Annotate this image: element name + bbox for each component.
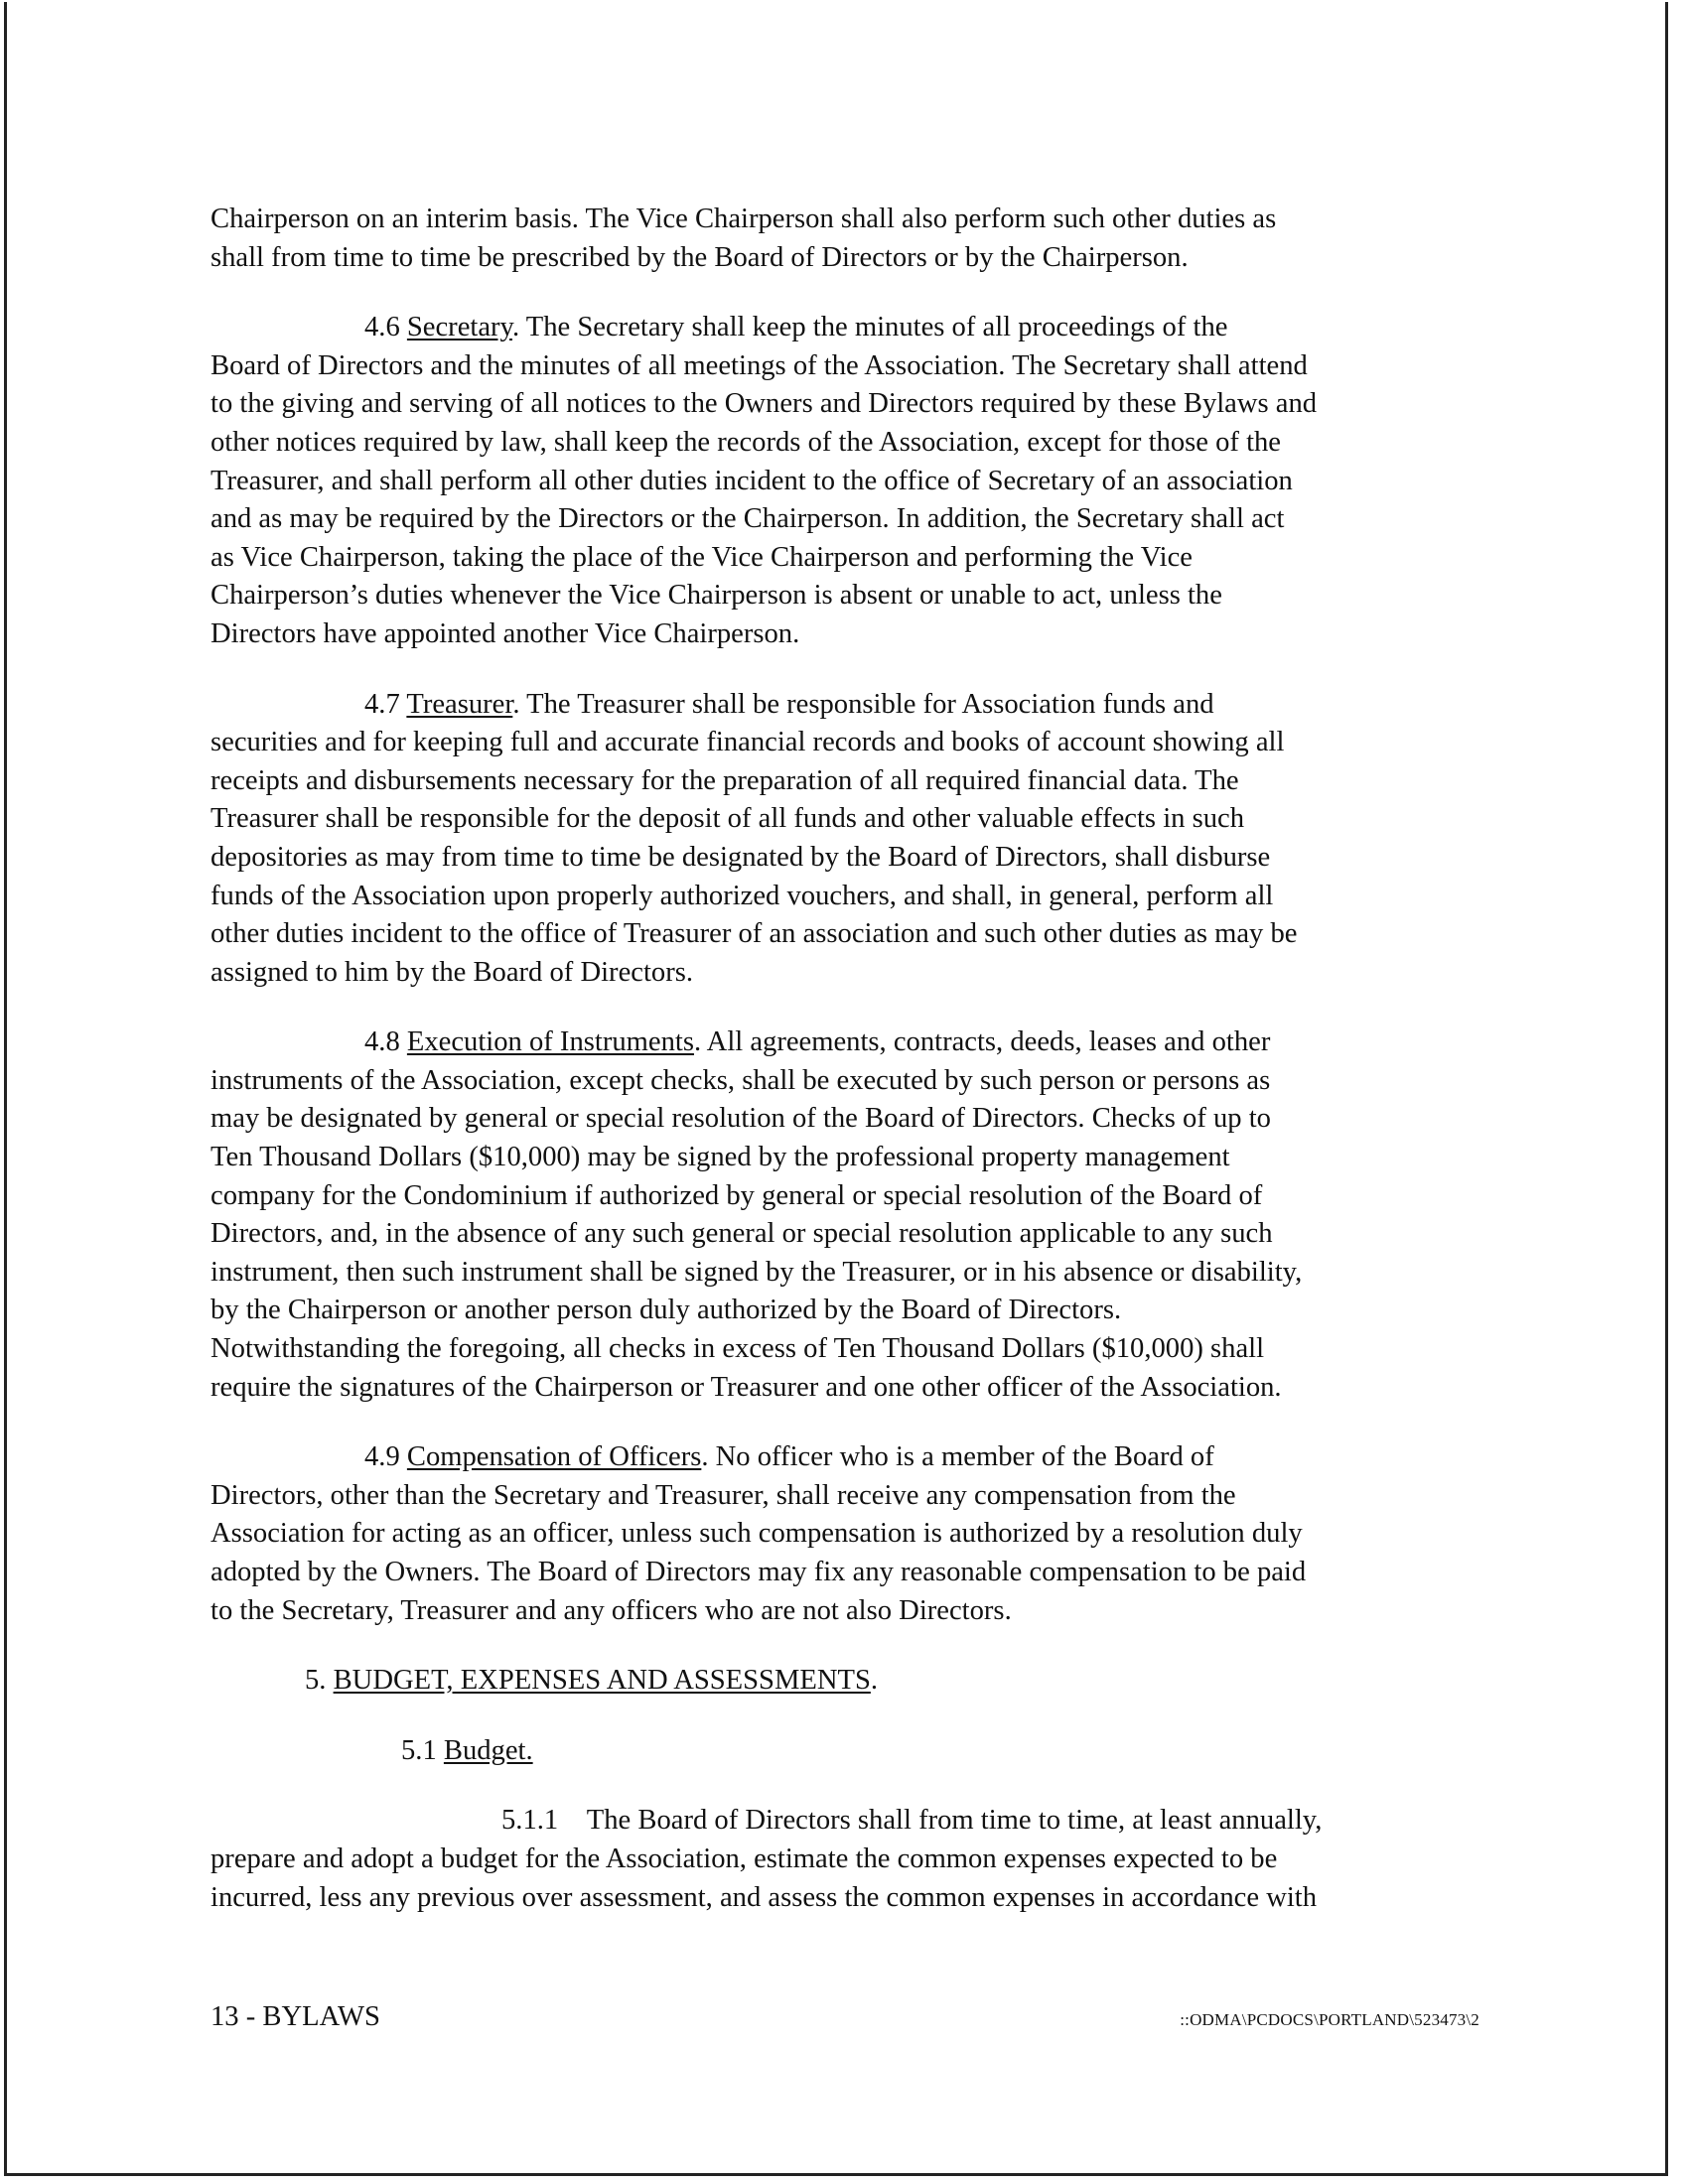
text-line: instrument, then such instrument shall be signed by the Treasurer, or in his absence or disability,: [211, 1256, 1303, 1288]
text-line: receipts and disbursements necessary for the preparation of all required financial data. The: [211, 764, 1239, 796]
section-number: 5.1.1: [501, 1805, 559, 1837]
text-line: Chairperson’s duties whenever the Vice Chairperson is absent or unable to act, unless the: [211, 580, 1222, 612]
section-first-line: [211, 309, 1491, 347]
document-body: [211, 201, 1491, 1949]
text-line: funds of the Association upon properly authorized vouchers, and shall, in general, perform all: [211, 880, 1274, 911]
text-line: to the giving and serving of all notices to the Owners and Directors required by these Bylaws and: [211, 388, 1318, 420]
section-heading: Secretary: [406, 312, 512, 343]
section-5-1-1: [211, 1802, 1491, 1917]
section-first-line: [211, 686, 1491, 725]
text-line: securities and for keeping full and accurate financial records and books of account showing all: [211, 727, 1285, 758]
section-number: 4.7: [364, 688, 407, 720]
text-line: to the Secretary, Treasurer and any officers who are not also Directors.: [211, 1594, 1012, 1626]
section-5-heading: [211, 1662, 1491, 1701]
section-heading: Treasurer: [406, 688, 513, 720]
text-line: Treasurer shall be responsible for the deposit of all funds and other valuable effects in such: [211, 803, 1245, 835]
text-line: shall from time to time be prescribed by the Board of Directors or by the Chairperson.: [211, 241, 1189, 273]
page-footer-label: 13 - BYLAWS: [211, 2001, 380, 2032]
document-path: ::ODMA\PCDOCS\PORTLAND\523473\2: [1180, 2010, 1479, 2029]
section-text: .: [870, 1665, 879, 1697]
text-line: require the signatures of the Chairperson or Treasurer and one other officer of the Association.: [211, 1371, 1282, 1403]
text-line: Ten Thousand Dollars ($10,000) may be signed by the professional property management: [211, 1142, 1230, 1173]
text-line: Chairperson on an interim basis. The Vice Chairperson shall also perform such other duties as: [211, 204, 1277, 234]
text-line: other notices required by law, shall keep the records of the Association, except for those of the: [211, 426, 1282, 458]
section-text: . No officer who is a member of the Board of: [701, 1441, 1214, 1473]
text-line: adopted by the Owners. The Board of Directors may fix any reasonable compensation to be paid: [211, 1557, 1307, 1587]
section-4-6-secretary: [211, 309, 1491, 653]
text-line: prepare and adopt a budget for the Association, estimate the common expenses expected to be: [211, 1843, 1278, 1874]
text-line: Directors, other than the Secretary and Treasurer, shall receive any compensation from the: [211, 1479, 1236, 1511]
section-text: . The Secretary shall keep the minutes of all proceedings of the: [512, 312, 1228, 343]
text-line: by the Chairperson or another person duly authorized by the Board of Directors.: [211, 1295, 1122, 1326]
section-first-line: [211, 1802, 1491, 1841]
text-line: Notwithstanding the foregoing, all checks in excess of Ten Thousand Dollars ($10,000) shall: [211, 1333, 1265, 1365]
section-4-8-execution-of-instruments: [211, 1024, 1491, 1407]
text-line: Association for acting as an officer, unless such compensation is authorized by a resolution duly: [211, 1518, 1303, 1550]
text-line: incurred, less any previous over assessment, and assess the common expenses in accordance with: [211, 1881, 1318, 1913]
text-line: Directors, and, in the absence of any such general or special resolution applicable to any such: [211, 1218, 1273, 1250]
text-line: may be designated by general or special resolution of the Board of Directors. Checks of up to: [211, 1103, 1271, 1135]
section-text: . The Treasurer shall be responsible for Association funds and: [512, 688, 1214, 720]
section-number: 4.6: [364, 312, 407, 343]
section-number: 4.8: [364, 1026, 407, 1058]
section-heading: BUDGET, EXPENSES AND ASSESSMENTS: [333, 1665, 871, 1697]
text-line: as Vice Chairperson, taking the place of the Vice Chairperson and performing the Vice: [211, 541, 1193, 573]
section-4-7-treasurer: [211, 686, 1491, 993]
section-heading: Execution of Instruments: [406, 1026, 694, 1058]
text-line: Board of Directors and the minutes of all meetings of the Association. The Secretary shall attend: [211, 349, 1308, 381]
text-line: company for the Condominium if authorized by general or special resolution of the Board of: [211, 1179, 1263, 1211]
section-text: . All agreements, contracts, deeds, leases and other: [693, 1026, 1271, 1058]
text-line: instruments of the Association, except checks, shall be executed by such person or persons as: [211, 1064, 1271, 1096]
section-first-line: [211, 1438, 1491, 1477]
text-line: assigned to him by the Board of Directors.: [211, 956, 693, 988]
section-number: 4.9: [364, 1441, 407, 1473]
section-heading: Budget.: [443, 1734, 533, 1766]
section-4-9-compensation-of-officers: [211, 1438, 1491, 1630]
text-line: and as may be required by the Directors or the Chairperson. In addition, the Secretary shall act: [211, 503, 1285, 535]
text-line: depositories as may from time to time be designated by the Board of Directors, shall disburse: [211, 841, 1271, 873]
section-text: The Board of Directors shall from time to time, at least annually,: [586, 1805, 1323, 1837]
section-5-1-heading: [211, 1732, 1491, 1771]
section-first-line: [211, 1662, 1491, 1701]
section-heading: Compensation of Officers: [406, 1441, 702, 1473]
text-line: Directors have appointed another Vice Chairperson.: [211, 617, 800, 649]
intro-paragraph: [211, 201, 1491, 277]
section-number: 5.1: [401, 1734, 444, 1766]
section-number: 5.: [305, 1665, 334, 1697]
text-line: Treasurer, and shall perform all other duties incident to the office of Secretary of an association: [211, 465, 1293, 496]
text-line: other duties incident to the office of Treasurer of an association and such other duties as may be: [211, 918, 1298, 950]
section-first-line: [211, 1732, 1491, 1771]
section-first-line: [211, 1024, 1491, 1062]
